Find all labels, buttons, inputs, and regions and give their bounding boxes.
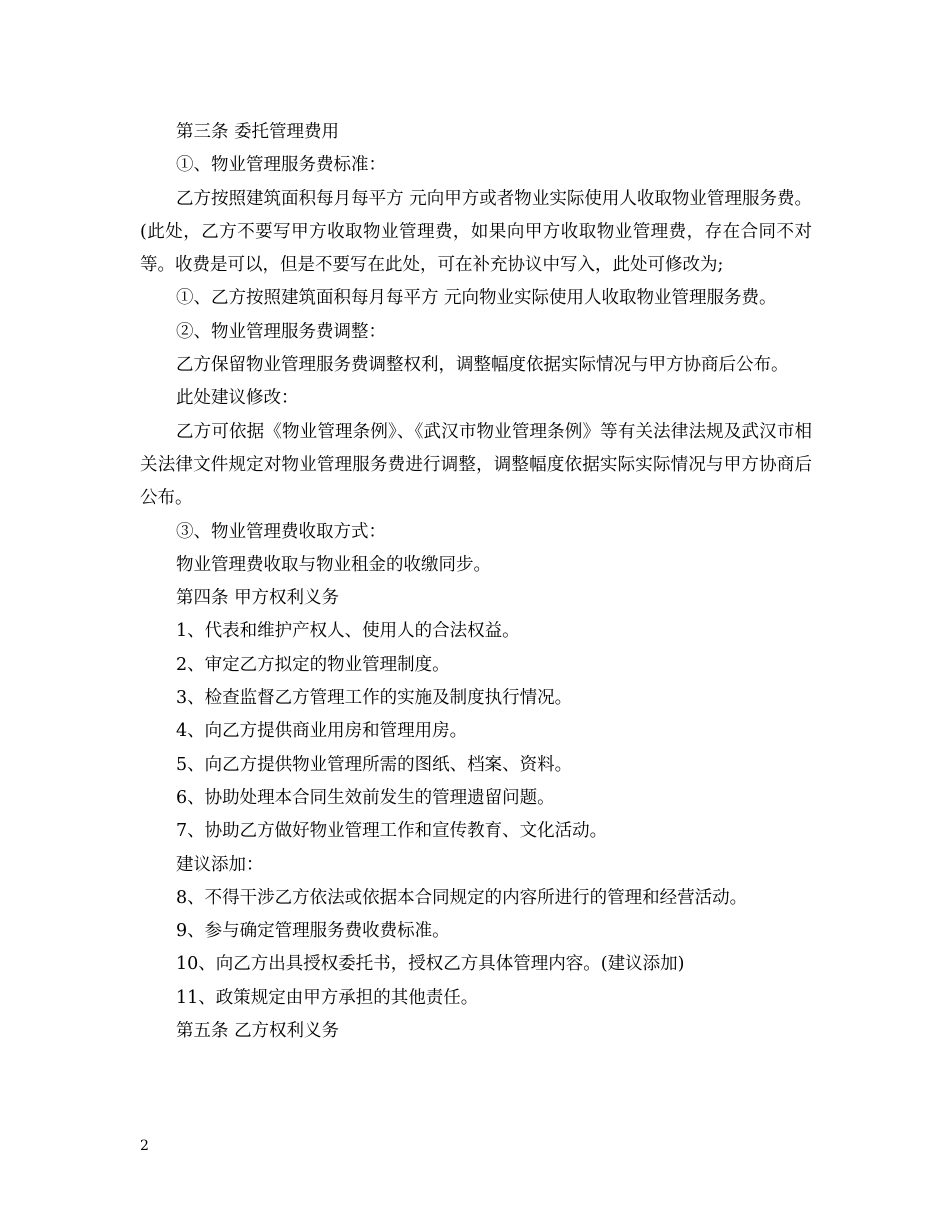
article-4-heading: 第四条 甲方权利义务 — [176, 588, 340, 609]
list-item: 5、向乙方提供物业管理所需的图纸、档案、资料。 — [176, 754, 573, 775]
clause-fee-standard: ①、物业管理服务费标准： — [176, 155, 386, 176]
document-body — [140, 116, 812, 1048]
list-item: 3、检查监督乙方管理工作的实施及制度执行情况。 — [176, 688, 573, 709]
note-suggested-addition: 建议添加： — [176, 854, 264, 875]
paragraph-revised-fee-adjustment: 乙方可依据《物业管理条例》、《武汉市物业管理条例》等有关法律法规及武汉市相关法律文件规定对物业管理服务费进行调整，调整幅度依据实际实际情况与甲方协商后公布。 — [140, 421, 812, 509]
paragraph-revised-fee-standard: ①、乙方按照建筑面积每月每平方 元向物业实际使用人收取物业管理服务费。 — [176, 288, 777, 309]
list-item: 7、协助乙方做好物业管理工作和宣传教育、文化活动。 — [176, 821, 608, 842]
list-item: 4、向乙方提供商业用房和管理用房。 — [176, 721, 468, 742]
article-5-heading: 第五条 乙方权利义务 — [176, 1021, 340, 1042]
article-3-heading: 第三条 委托管理费用 — [176, 122, 340, 142]
paragraph-fee-collection-text: 物业管理费收取与物业租金的收缴同步。 — [176, 554, 491, 575]
list-item: 6、协助处理本合同生效前发生的管理遗留问题。 — [176, 787, 555, 808]
note-suggested-revision: 此处建议修改： — [176, 388, 299, 409]
clause-fee-collection-method: ③、物业管理费收取方式： — [176, 521, 386, 542]
page-number: 2 — [140, 1138, 149, 1154]
clause-fee-adjustment: ②、物业管理服务费调整： — [176, 321, 386, 342]
list-item: 8、不得干涉乙方依法或依据本合同规定的内容所进行的管理和经营活动。 — [176, 887, 748, 908]
list-item: 1、代表和维护产权人、使用人的合法权益。 — [176, 621, 520, 642]
list-item: 2、审定乙方拟定的物业管理制度。 — [176, 654, 450, 675]
list-item: 10、向乙方出具授权委托书，授权乙方具体管理内容。(建议添加) — [176, 954, 685, 975]
list-item: 9、参与确定管理服务费收费标准。 — [176, 921, 450, 942]
paragraph-fee-standard-text: 乙方按照建筑面积每月每平方 元向甲方或者物业实际使用人收取物业管理服务费。(此处，乙方不要写甲方收取物业管理费，如果向甲方收取物业管理费，存在合同不对等。收费是可以，但是不要写在此处，可在补充协议中写入，此处可修改为; — [140, 188, 812, 276]
list-item: 11、政策规定由甲方承担的其他责任。 — [176, 987, 479, 1008]
paragraph-fee-adjustment-text: 乙方保留物业管理服务费调整权利，调整幅度依据实际情况与甲方协商后公布。 — [176, 355, 789, 376]
